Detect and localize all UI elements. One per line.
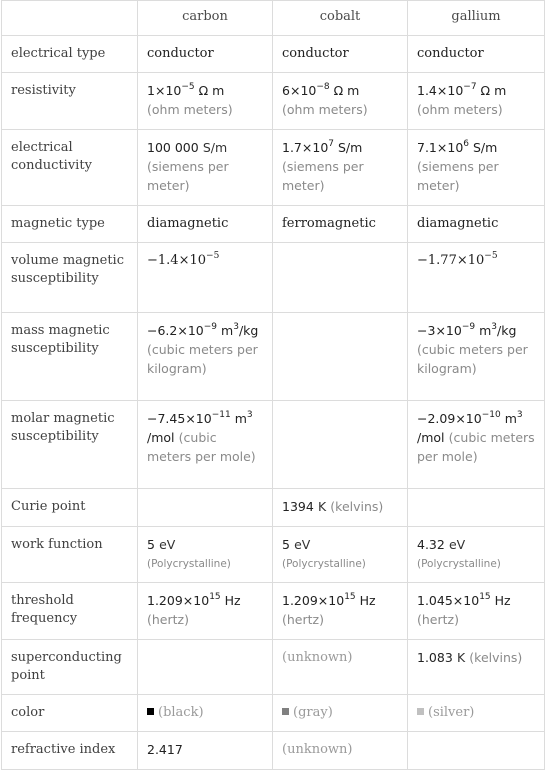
unit: S/m xyxy=(202,140,228,155)
mantissa: −3 xyxy=(417,323,436,338)
table-row xyxy=(2,206,545,243)
row-label: superconducting point xyxy=(2,640,138,695)
unit-description: (kelvins) xyxy=(469,650,523,665)
header-gallium: gallium xyxy=(408,1,545,36)
table-row xyxy=(2,401,545,489)
mantissa: −2.09 xyxy=(417,411,456,426)
cell-cobalt-superconducting-point: (unknown) xyxy=(273,640,408,695)
cell-cobalt-molar-susceptibility xyxy=(273,401,408,489)
exponent: −5 xyxy=(484,250,498,261)
mantissa: 6 xyxy=(282,83,290,98)
unit-description: (hertz) xyxy=(147,612,189,627)
cell-gallium-magnetic-type: diamagnetic xyxy=(408,206,545,243)
color-name: (silver) xyxy=(428,705,475,720)
header-row xyxy=(2,1,545,36)
table-row xyxy=(2,640,545,695)
cell-gallium-electrical-type: conductor xyxy=(408,36,545,73)
mantissa: 1.209 xyxy=(282,593,318,608)
table-row xyxy=(2,695,545,732)
cell-carbon-electrical-type: conductor xyxy=(138,36,273,73)
table-row xyxy=(2,130,545,206)
cell-carbon-resistivity: $1\times 10^{-5}$ Ω m (ohm meters) xyxy=(138,73,273,130)
unit: m xyxy=(234,411,247,426)
mantissa: −7.45 xyxy=(147,411,186,426)
unit: S/m xyxy=(338,140,363,155)
exponent: −5 xyxy=(181,81,195,92)
unit-description: (ohm meters) xyxy=(282,102,368,117)
mantissa: −6.2 xyxy=(147,323,178,338)
row-label: threshold frequency xyxy=(2,583,138,640)
cell-carbon-superconducting-point xyxy=(138,640,273,695)
cell-gallium-threshold-frequency: $1.045\times 10^{15}$ Hz (hertz) xyxy=(408,583,545,640)
table-row xyxy=(2,313,545,401)
table-row xyxy=(2,583,545,640)
mantissa: 1.209 xyxy=(147,593,183,608)
unit-description: (siemens per meter) xyxy=(417,159,499,193)
cell-carbon-conductivity xyxy=(138,130,273,206)
cell-carbon-volume-susceptibility: $-1.4\times 10^{-5}$ xyxy=(138,243,273,313)
unit: Ω m xyxy=(480,83,507,98)
unit-description: (kelvins) xyxy=(330,499,384,514)
unit-description: (cubic meters per mole) xyxy=(417,430,535,464)
unit: Ω m xyxy=(333,83,360,98)
table-row xyxy=(2,73,545,130)
value: 100 000 xyxy=(147,140,199,155)
row-label: Curie point xyxy=(2,489,138,527)
color-swatch xyxy=(417,708,424,715)
cell-cobalt-resistivity: $6\times 10^{-8}$ Ω m (ohm meters) xyxy=(273,73,408,130)
row-label: resistivity xyxy=(2,73,138,130)
cell-cobalt-threshold-frequency: $1.209\times 10^{15}$ Hz (hertz) xyxy=(273,583,408,640)
cell-gallium-resistivity: $1.4\times 10^{-7}$ Ω m (ohm meters) xyxy=(408,73,545,130)
row-label: magnetic type xyxy=(2,206,138,243)
header-corner xyxy=(2,1,138,36)
cell-cobalt-color xyxy=(273,695,408,732)
value: 5 xyxy=(282,537,290,552)
cell-cobalt-work-function xyxy=(273,527,408,583)
unit-description: (siemens per meter) xyxy=(282,159,364,193)
cell-cobalt-refractive-index: (unknown) xyxy=(273,732,408,770)
cell-carbon-mass-susceptibility: $-6.2\times 10^{-9}$ $m^3/kg$ (cubic meters per kilogram) xyxy=(138,313,273,401)
unit: K xyxy=(317,499,327,514)
color-name: (black) xyxy=(158,705,204,720)
unit: eV xyxy=(448,537,466,552)
cell-gallium-curie-point xyxy=(408,489,545,527)
unit-description: (cubic meters per mole) xyxy=(147,430,256,464)
exponent: 15 xyxy=(209,591,221,602)
exponent: −8 xyxy=(316,81,330,92)
mantissa: −1.4 xyxy=(147,253,179,268)
cell-cobalt-mass-susceptibility xyxy=(273,313,408,401)
exponent: −7 xyxy=(463,81,477,92)
unit: m xyxy=(221,323,234,338)
cell-carbon-color xyxy=(138,695,273,732)
cell-carbon-curie-point xyxy=(138,489,273,527)
value: 1.083 xyxy=(417,650,453,665)
value: 4.32 xyxy=(417,537,445,552)
table-row xyxy=(2,489,545,527)
exponent: 7 xyxy=(328,138,335,149)
value: 2.417 xyxy=(147,742,183,757)
cell-gallium-conductivity: $7.1\times 10^6$ S/m (siemens per meter) xyxy=(408,130,545,206)
cell-carbon-refractive-index xyxy=(138,732,273,770)
header-carbon: carbon xyxy=(138,1,273,36)
unit: Ω m xyxy=(198,83,225,98)
mantissa: −1.77 xyxy=(417,253,457,268)
mantissa: 7.1 xyxy=(417,140,437,155)
unit-description: (ohm meters) xyxy=(417,102,503,117)
unit: m xyxy=(504,411,517,426)
cell-gallium-volume-susceptibility: $-1.77\times 10^{-5}$ xyxy=(408,243,545,313)
table-row xyxy=(2,36,545,73)
cell-cobalt-volume-susceptibility xyxy=(273,243,408,313)
unit-description: (Polycrystalline) xyxy=(282,558,366,570)
cell-gallium-mass-susceptibility: $-3\times 10^{-9}$ $m^3/kg$ (cubic meters per kilogram) xyxy=(408,313,545,401)
row-label: volume magnetic susceptibility xyxy=(2,243,138,313)
unit: Hz xyxy=(359,593,376,608)
unit-description: (Polycrystalline) xyxy=(147,558,231,570)
unit-description: (hertz) xyxy=(417,612,459,627)
color-swatch xyxy=(147,708,154,715)
row-label: electrical conductivity xyxy=(2,130,138,206)
cell-carbon-magnetic-type: diamagnetic xyxy=(138,206,273,243)
row-label: electrical type xyxy=(2,36,138,73)
mantissa: 1 xyxy=(147,83,155,98)
exponent: −11 xyxy=(211,409,231,420)
value: 1394 xyxy=(282,499,314,514)
mantissa: 1.045 xyxy=(417,593,453,608)
table-row xyxy=(2,243,545,313)
unit-description: (Polycrystalline) xyxy=(417,558,501,570)
row-label: work function xyxy=(2,527,138,583)
header-cobalt: cobalt xyxy=(273,1,408,36)
exponent: −9 xyxy=(203,321,218,332)
cell-carbon-molar-susceptibility: $-7.45\times 10^{-11}$ $m^3$ /mol (cubic meters per mole) xyxy=(138,401,273,489)
unit: Hz xyxy=(494,593,511,608)
row-label: molar magnetic susceptibility xyxy=(2,401,138,489)
unit: K xyxy=(456,650,466,665)
cell-gallium-color xyxy=(408,695,545,732)
row-label: mass magnetic susceptibility xyxy=(2,313,138,401)
table-row xyxy=(2,732,545,770)
unit: eV xyxy=(159,537,176,552)
unit-description: (siemens per meter) xyxy=(147,159,229,193)
row-label: refractive index xyxy=(2,732,138,770)
table-row xyxy=(2,527,545,583)
unit: S/m xyxy=(473,140,498,155)
unit-description: (cubic meters per kilogram) xyxy=(417,342,528,376)
exponent: 6 xyxy=(463,138,470,149)
cell-carbon-work-function xyxy=(138,527,273,583)
unit: Hz xyxy=(224,593,241,608)
exponent: −10 xyxy=(481,409,501,420)
unit: m xyxy=(479,323,492,338)
cell-cobalt-conductivity: $1.7\times 10^7$ S/m (siemens per meter) xyxy=(273,130,408,206)
cell-cobalt-curie-point xyxy=(273,489,408,527)
mantissa: 1.4 xyxy=(417,83,437,98)
row-label: color xyxy=(2,695,138,732)
unit: eV xyxy=(294,537,311,552)
cell-gallium-work-function xyxy=(408,527,545,583)
exponent: −5 xyxy=(206,250,220,261)
cell-cobalt-magnetic-type: ferromagnetic xyxy=(273,206,408,243)
properties-table xyxy=(1,0,545,770)
exponent: 15 xyxy=(344,591,356,602)
cell-gallium-refractive-index xyxy=(408,732,545,770)
unit-description: (hertz) xyxy=(282,612,324,627)
cell-gallium-molar-susceptibility: $-2.09\times 10^{-10}$ $m^3$ /mol (cubic meters per mole) xyxy=(408,401,545,489)
cell-carbon-threshold-frequency: $1.209\times 10^{15}$ Hz (hertz) xyxy=(138,583,273,640)
unit-description: (cubic meters per kilogram) xyxy=(147,342,258,376)
unit-description: (ohm meters) xyxy=(147,102,233,117)
color-name: (gray) xyxy=(293,705,333,720)
exponent: 15 xyxy=(479,591,491,602)
color-swatch xyxy=(282,708,289,715)
exponent: −9 xyxy=(461,321,476,332)
cell-cobalt-electrical-type: conductor xyxy=(273,36,408,73)
cell-gallium-superconducting-point xyxy=(408,640,545,695)
value: 5 xyxy=(147,537,155,552)
mantissa: 1.7 xyxy=(282,140,302,155)
